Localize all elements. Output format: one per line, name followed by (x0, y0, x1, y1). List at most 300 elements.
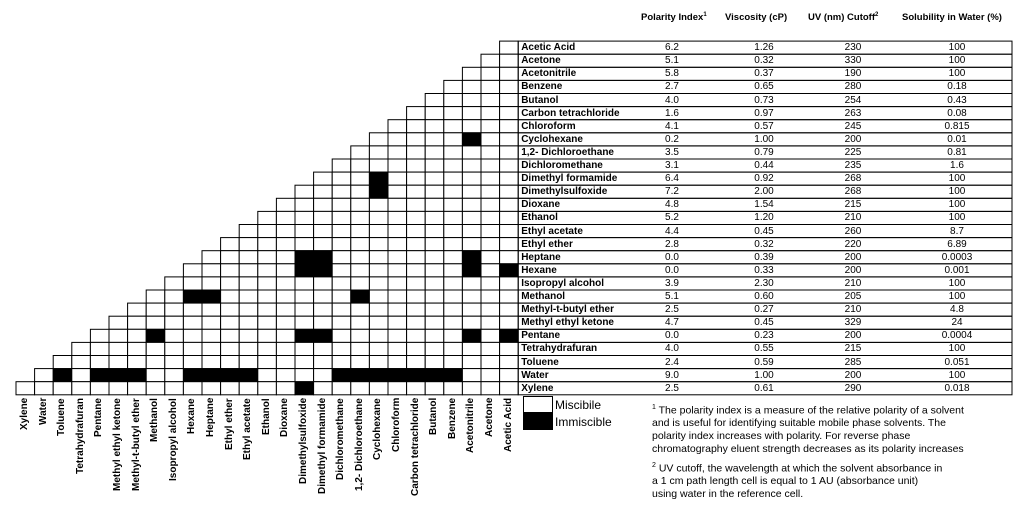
miscible-cell (500, 316, 519, 329)
matrix-column-label: Methyl-t-butyl ether (130, 398, 142, 491)
matrix-column-label: Heptane (205, 397, 216, 437)
miscible-cell (239, 342, 258, 355)
miscible-cell (425, 356, 444, 369)
miscible-cell (407, 382, 426, 395)
viscosity-value: 2.30 (754, 277, 774, 289)
miscible-cell (425, 94, 444, 107)
miscible-cell (165, 342, 184, 355)
miscible-cell (258, 264, 277, 277)
miscible-cell (425, 133, 444, 146)
miscible-cell (221, 329, 240, 342)
footnote-1-mark: 1 (652, 404, 656, 411)
miscible-cell (146, 316, 165, 329)
solvent-name: Dioxane (521, 199, 561, 211)
miscible-cell (53, 356, 72, 369)
miscible-cell (202, 342, 221, 355)
viscosity-value: 0.55 (754, 343, 774, 355)
miscible-cell (462, 238, 481, 251)
solubility-value: 100 (948, 369, 966, 381)
miscible-cell (388, 146, 407, 159)
matrix-column-label: Water (37, 397, 49, 425)
miscible-cell (462, 94, 481, 107)
miscible-cell (481, 277, 500, 290)
uv-cutoff-value: 220 (844, 238, 862, 250)
miscible-cell (444, 120, 463, 133)
miscible-cell (295, 185, 314, 198)
immiscible-cell (369, 369, 388, 382)
polarity-value: 5.2 (665, 212, 679, 224)
miscible-cell (407, 238, 426, 251)
miscible-cell (295, 225, 314, 238)
miscible-cell (258, 303, 277, 316)
miscible-cell (444, 211, 463, 224)
polarity-value: 0.2 (665, 133, 679, 145)
miscible-cell (239, 329, 258, 342)
solubility-value: 0.81 (947, 146, 967, 158)
uv-cutoff-value: 200 (844, 133, 862, 145)
miscible-cell (444, 277, 463, 290)
miscible-cell (500, 107, 519, 120)
miscible-cell (146, 382, 165, 395)
legend-immiscible-label: Immiscible (555, 415, 612, 429)
miscible-cell (351, 146, 370, 159)
miscible-cell (388, 120, 407, 133)
miscible-cell (444, 251, 463, 264)
immiscible-cell (202, 369, 221, 382)
miscible-cell (425, 159, 444, 172)
miscible-cell (462, 356, 481, 369)
miscible-cell (481, 225, 500, 238)
solubility-value: 0.0003 (941, 251, 973, 263)
immiscible-cell (295, 329, 314, 342)
immiscible-cell (369, 185, 388, 198)
miscible-cell (276, 316, 295, 329)
solvent-name: Carbon tetrachloride (521, 107, 620, 119)
miscible-cell (500, 238, 519, 251)
miscible-cell (444, 290, 463, 303)
matrix-column-label: Isopropyl alcohol (167, 398, 179, 481)
miscible-cell (462, 67, 481, 80)
solvent-name: Tetrahydrafuran (521, 343, 598, 355)
miscible-cell (444, 316, 463, 329)
miscible-cell (481, 133, 500, 146)
miscible-cell (239, 316, 258, 329)
miscible-cell (369, 251, 388, 264)
miscible-cell (462, 225, 481, 238)
miscible-cell (165, 316, 184, 329)
immiscible-cell (295, 251, 314, 264)
polarity-value: 0.0 (665, 251, 679, 263)
uv-cutoff-value: 200 (844, 264, 862, 276)
solubility-value: 0.01 (947, 133, 967, 145)
footnote-1-line-4: chromatography eluent strength decreases as its polarity increases (652, 442, 964, 455)
miscible-cell (351, 159, 370, 172)
matrix-column-label: Chloroform (391, 397, 402, 452)
miscible-cell (314, 198, 333, 211)
immiscible-cell (407, 369, 426, 382)
miscible-cell (146, 290, 165, 303)
solvent-name: Dimethyl formamide (521, 173, 618, 185)
solubility-value: 0.001 (944, 264, 970, 276)
miscible-cell (407, 277, 426, 290)
miscible-cell (425, 382, 444, 395)
matrix-column-label: Ethyl ether (223, 398, 235, 450)
miscible-cell (444, 133, 463, 146)
miscible-cell (332, 356, 351, 369)
matrix-column-label: Acetic Acid (502, 397, 514, 452)
viscosity-value: 0.27 (754, 304, 774, 316)
footnote-2-mark: 2 (652, 462, 656, 469)
immiscible-cell (202, 290, 221, 303)
miscible-cell (165, 303, 184, 316)
miscible-cell (314, 238, 333, 251)
miscible-cell (500, 94, 519, 107)
miscible-cell (444, 80, 463, 93)
uv-cutoff-value: 215 (844, 199, 862, 211)
miscible-cell (351, 251, 370, 264)
miscible-cell (314, 356, 333, 369)
miscible-cell (444, 172, 463, 185)
miscible-cell (407, 290, 426, 303)
miscible-cell (481, 316, 500, 329)
miscible-cell (425, 316, 444, 329)
miscible-cell (462, 290, 481, 303)
miscible-cell (221, 251, 240, 264)
uv-cutoff-value: 200 (844, 369, 862, 381)
miscible-cell (500, 369, 519, 382)
miscible-cell (276, 342, 295, 355)
matrix-column-label: Dimethylsulfoxide (298, 397, 309, 484)
miscible-cell (165, 329, 184, 342)
uv-cutoff-value: 225 (844, 146, 862, 158)
solubility-value: 100 (948, 212, 966, 224)
miscible-cell (500, 277, 519, 290)
miscible-cell (295, 290, 314, 303)
miscible-cell (276, 303, 295, 316)
miscible-cell (500, 382, 519, 395)
miscible-cell (481, 159, 500, 172)
miscible-cell (407, 133, 426, 146)
miscible-cell (481, 107, 500, 120)
miscible-cell (407, 225, 426, 238)
miscible-cell (500, 211, 519, 224)
miscible-cell (295, 277, 314, 290)
miscible-cell (146, 356, 165, 369)
miscible-cell (221, 382, 240, 395)
miscible-cell (332, 277, 351, 290)
miscible-cell (314, 316, 333, 329)
miscible-cell (407, 172, 426, 185)
miscible-cell (295, 211, 314, 224)
legend-miscible-swatch (523, 396, 553, 413)
miscible-cell (258, 251, 277, 264)
uv-cutoff-value: 230 (844, 42, 862, 54)
solubility-value: 100 (948, 277, 966, 289)
miscible-cell (332, 251, 351, 264)
miscible-cell (407, 356, 426, 369)
uv-cutoff-value: 285 (844, 356, 862, 368)
solvent-name: Ethyl ether (521, 238, 573, 250)
miscible-cell (369, 238, 388, 251)
viscosity-value: 0.57 (754, 120, 774, 132)
miscible-cell (500, 54, 519, 67)
miscible-cell (369, 303, 388, 316)
miscible-cell (500, 41, 519, 54)
miscible-cell (351, 342, 370, 355)
miscible-cell (258, 211, 277, 224)
solvent-name: Heptane (521, 251, 561, 263)
miscible-cell (481, 185, 500, 198)
solubility-value: 100 (948, 42, 966, 54)
miscible-cell (276, 277, 295, 290)
miscible-cell (276, 264, 295, 277)
solvent-name: Benzene (521, 81, 563, 93)
miscible-cell (202, 264, 221, 277)
miscible-cell (481, 342, 500, 355)
solvent-name: Ethyl acetate (521, 225, 583, 237)
viscosity-value: 1.00 (754, 369, 774, 381)
matrix-column-label: Acetonitrile (465, 397, 477, 453)
miscible-cell (462, 120, 481, 133)
miscible-cell (109, 316, 128, 329)
miscible-cell (314, 290, 333, 303)
miscible-cell (407, 107, 426, 120)
miscible-cell (109, 329, 128, 342)
miscible-cell (295, 303, 314, 316)
polarity-value: 2.5 (665, 304, 679, 316)
immiscible-cell (444, 369, 463, 382)
miscible-cell (276, 356, 295, 369)
miscible-cell (481, 264, 500, 277)
footnote-uv-cutoff (652, 460, 1012, 501)
solubility-value: 0.018 (944, 382, 970, 394)
miscible-cell (165, 290, 184, 303)
miscible-cell (202, 303, 221, 316)
solubility-value: 0.43 (947, 94, 967, 106)
matrix-column-label: Acetone (484, 397, 495, 437)
miscible-cell (407, 185, 426, 198)
miscible-cell (276, 369, 295, 382)
immiscible-cell (53, 369, 72, 382)
immiscible-cell (109, 369, 128, 382)
miscible-cell (332, 382, 351, 395)
solvent-name: Isopropyl alcohol (521, 277, 604, 289)
solubility-value: 100 (948, 343, 966, 355)
miscible-cell (444, 238, 463, 251)
uv-cutoff-value: 210 (844, 277, 862, 289)
miscible-cell (332, 342, 351, 355)
miscible-cell (462, 146, 481, 159)
matrix-column-label: Pentane (93, 397, 105, 437)
miscible-cell (258, 277, 277, 290)
solubility-value: 0.18 (947, 81, 967, 93)
matrix-column-label: Dichloromethane (335, 398, 347, 480)
viscosity-value: 0.32 (754, 238, 774, 250)
viscosity-value: 0.60 (754, 291, 774, 302)
viscosity-value: 0.45 (754, 317, 774, 329)
miscible-cell (72, 342, 91, 355)
viscosity-value: 0.32 (754, 55, 774, 67)
miscible-cell (444, 264, 463, 277)
miscible-cell (332, 264, 351, 277)
footnote-1-line-3: polarity index increases with polarity. For reverse phase (652, 430, 911, 443)
miscible-cell (351, 198, 370, 211)
matrix-column-label: Xylene (19, 397, 30, 430)
miscible-cell (388, 356, 407, 369)
miscible-cell (128, 356, 147, 369)
miscible-cell (388, 303, 407, 316)
polarity-value: 7.2 (665, 186, 679, 198)
miscible-cell (128, 329, 147, 342)
immiscible-cell (425, 369, 444, 382)
miscible-cell (369, 198, 388, 211)
miscible-cell (146, 342, 165, 355)
miscible-cell (35, 369, 54, 382)
miscible-cell (500, 225, 519, 238)
immiscible-cell (369, 172, 388, 185)
header-viscosity: Viscosity (cP) (725, 12, 788, 23)
viscosity-value: 0.37 (754, 68, 774, 80)
solvent-name: Hexane (521, 264, 557, 276)
miscible-cell (258, 356, 277, 369)
miscible-cell (351, 172, 370, 185)
viscosity-value: 0.23 (754, 330, 774, 342)
miscible-cell (500, 342, 519, 355)
miscible-cell (258, 316, 277, 329)
footnote-1-line-2: and is useful for identifying suitable mobile phase solvents. The (652, 417, 946, 430)
miscible-cell (462, 303, 481, 316)
miscible-cell (258, 290, 277, 303)
polarity-value: 4.0 (665, 94, 679, 106)
header-polarity-footnote-mark: 1 (703, 12, 707, 18)
miscible-cell (444, 225, 463, 238)
miscible-cell (90, 342, 109, 355)
miscible-cell (332, 316, 351, 329)
miscible-cell (369, 133, 388, 146)
miscible-cell (258, 369, 277, 382)
miscible-cell (221, 303, 240, 316)
polarity-value: 4.8 (665, 199, 679, 211)
viscosity-value: 0.79 (754, 146, 774, 158)
immiscible-cell (314, 329, 333, 342)
footnote-2-line-2: a 1 cm path length cell is equal to 1 AU (absorbance unit) (652, 475, 919, 488)
miscible-cell (314, 342, 333, 355)
miscible-cell (444, 107, 463, 120)
miscible-cell (500, 67, 519, 80)
miscible-cell (444, 342, 463, 355)
matrix-column-label: Toluene (56, 398, 68, 436)
miscible-cell (202, 251, 221, 264)
miscible-cell (202, 382, 221, 395)
polarity-value: 2.7 (665, 81, 679, 93)
miscible-cell (462, 107, 481, 120)
miscible-cell (128, 316, 147, 329)
uv-cutoff-value: 254 (844, 94, 862, 106)
miscible-cell (109, 356, 128, 369)
miscible-cell (239, 303, 258, 316)
miscible-cell (90, 382, 109, 395)
miscible-cell (425, 120, 444, 133)
miscible-cell (128, 382, 147, 395)
miscible-cell (258, 382, 277, 395)
miscible-cell (128, 342, 147, 355)
miscible-cell (332, 303, 351, 316)
miscible-cell (462, 382, 481, 395)
miscible-cell (425, 251, 444, 264)
immiscible-cell (221, 369, 240, 382)
miscible-cell (369, 225, 388, 238)
miscible-cell (72, 369, 91, 382)
miscible-cell (332, 172, 351, 185)
miscible-cell (202, 277, 221, 290)
solubility-value: 100 (948, 68, 966, 80)
miscible-cell (462, 342, 481, 355)
miscible-cell (90, 356, 109, 369)
miscible-cell (351, 264, 370, 277)
matrix-column-label: Carbon tetrachloride (409, 397, 421, 496)
miscible-cell (332, 290, 351, 303)
matrix-column-label: Butanol (428, 397, 440, 435)
miscible-cell (481, 251, 500, 264)
miscible-cell (481, 94, 500, 107)
legend-immiscible-swatch (523, 413, 553, 430)
solvent-name: Butanol (521, 94, 559, 106)
miscible-cell (369, 290, 388, 303)
miscible-cell (388, 133, 407, 146)
immiscible-cell (500, 329, 519, 342)
miscible-cell (276, 225, 295, 238)
miscible-cell (183, 303, 202, 316)
miscible-cell (425, 107, 444, 120)
uv-cutoff-value: 290 (844, 382, 862, 394)
viscosity-value: 1.20 (754, 212, 774, 224)
uv-cutoff-value: 190 (844, 68, 862, 80)
miscible-cell (462, 369, 481, 382)
polarity-value: 0.0 (665, 264, 679, 276)
miscible-cell (500, 120, 519, 133)
miscible-cell (295, 238, 314, 251)
polarity-value: 5.8 (665, 68, 679, 80)
uv-cutoff-value: 205 (844, 291, 862, 302)
miscible-cell (202, 329, 221, 342)
immiscible-cell (388, 369, 407, 382)
header-uv-footnote-mark: 2 (875, 12, 879, 18)
miscible-cell (276, 382, 295, 395)
miscible-cell (388, 238, 407, 251)
miscible-cell (314, 277, 333, 290)
solvent-name: Chloroform (521, 120, 576, 132)
immiscible-cell (295, 264, 314, 277)
miscible-cell (369, 342, 388, 355)
polarity-value: 2.5 (665, 382, 679, 394)
solvent-name: Xylene (521, 382, 554, 394)
polarity-value: 0.0 (665, 330, 679, 342)
miscible-cell (221, 277, 240, 290)
solubility-value: 100 (948, 199, 966, 211)
uv-cutoff-value: 245 (844, 120, 862, 132)
miscible-cell (165, 356, 184, 369)
miscible-cell (314, 225, 333, 238)
miscible-cell (314, 369, 333, 382)
viscosity-value: 0.33 (754, 264, 774, 276)
miscible-cell (165, 277, 184, 290)
miscible-cell (481, 290, 500, 303)
solubility-value: 24 (951, 317, 963, 329)
miscible-cell (258, 225, 277, 238)
miscible-cell (407, 159, 426, 172)
miscible-cell (425, 290, 444, 303)
miscible-cell (388, 172, 407, 185)
